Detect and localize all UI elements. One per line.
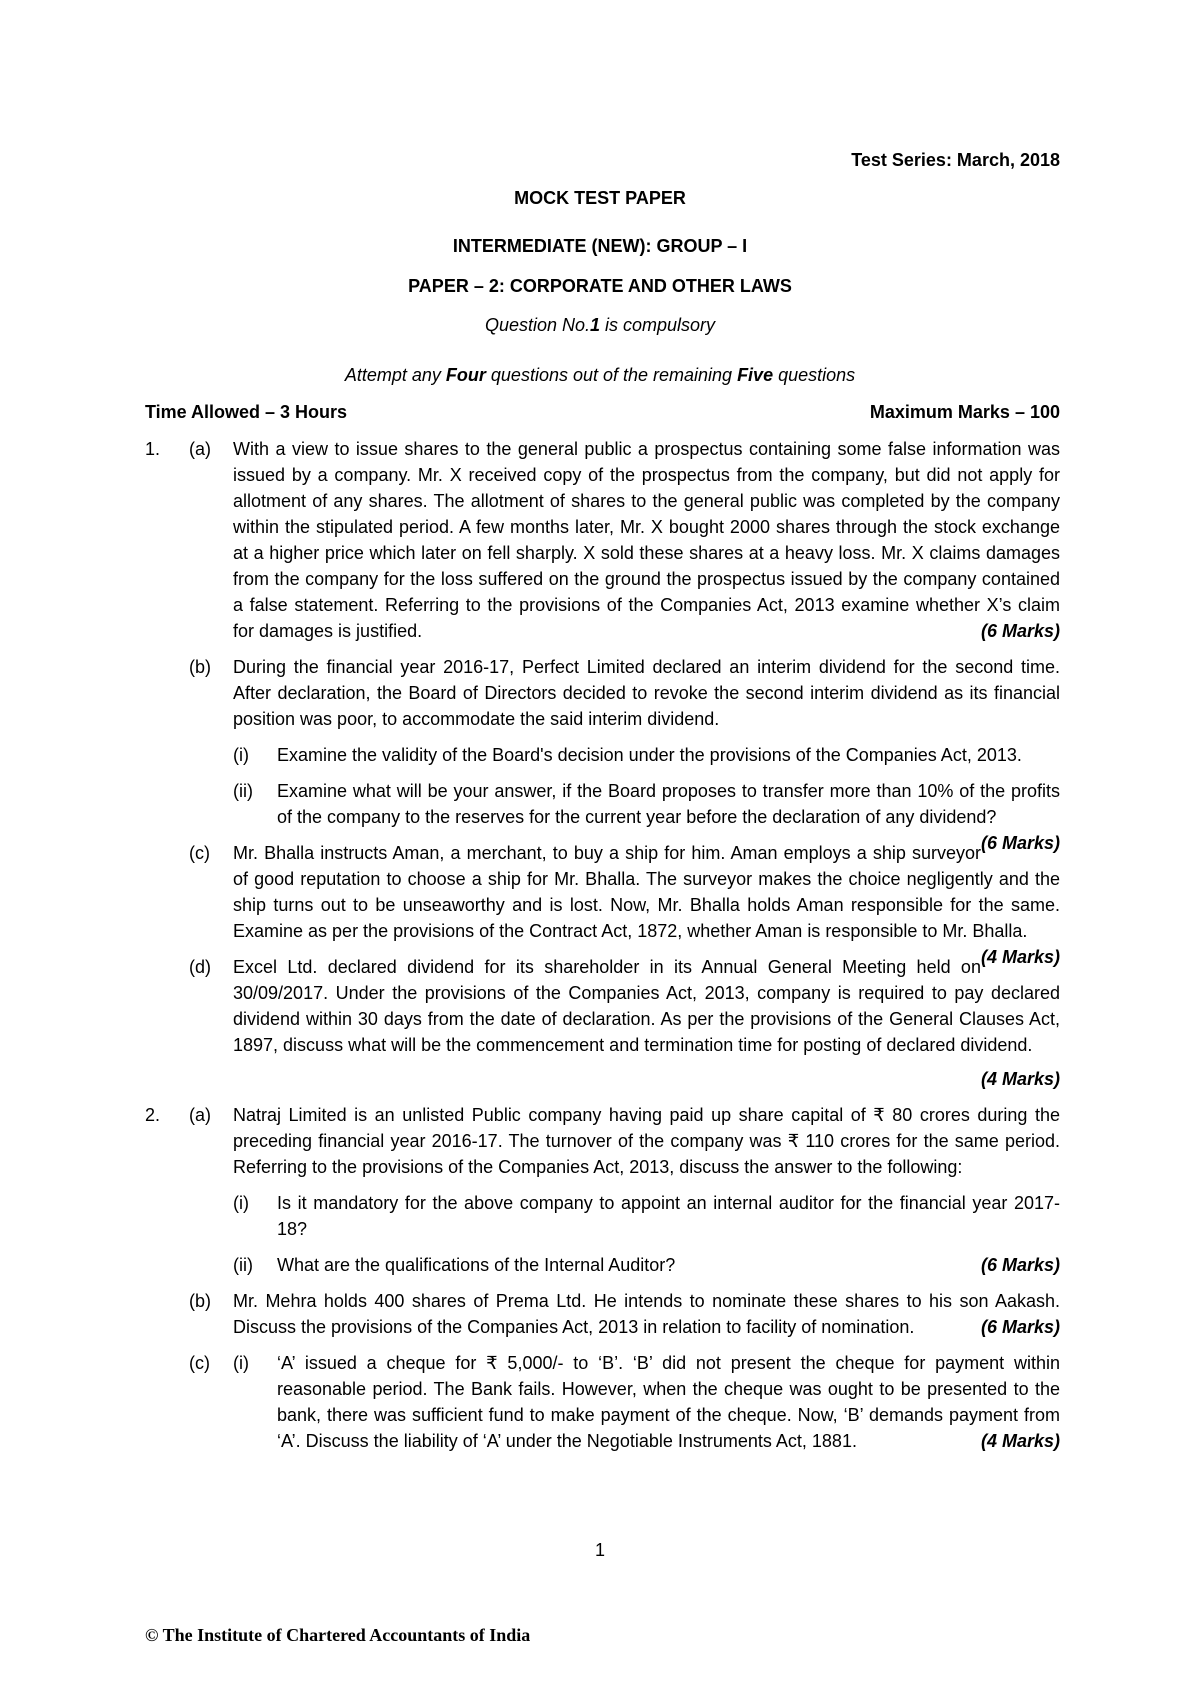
question-2a-ii xyxy=(233,1252,1060,1278)
question-2b xyxy=(145,1288,1060,1340)
question-text: Is it mandatory for the above company to appoint an internal auditor for the financial year 2017-18? xyxy=(277,1193,1060,1239)
question-text-body: What are the qualifications of the Internal Auditor? xyxy=(277,1255,676,1275)
question-number: 2. xyxy=(145,1105,161,1125)
time-allowed: Time Allowed – 3 Hours xyxy=(145,402,348,422)
sub-label: (b) xyxy=(189,1291,211,1311)
attempt-post: questions xyxy=(773,365,856,385)
question-number: 1. xyxy=(145,439,161,459)
question-text xyxy=(277,1252,1060,1278)
time-marks-row xyxy=(145,402,1060,423)
question-text: Natraj Limited is an unlisted Public company having paid up share capital of ₹ 80 crores during the preceding financial year 2016-17. The turnover of the company was ₹ 110 crores for the same period. Referring to the provisions of the Companies Act, 2013, discuss the answer to the following: xyxy=(233,1105,1060,1177)
subsub-label: (i) xyxy=(233,1353,249,1373)
question-text xyxy=(277,1350,1060,1454)
question-text-body: Mr. Mehra holds 400 shares of Prema Ltd. He intends to nominate these shares to his son Aakash. Discuss the provisions of the Companies Act, 2013 in relation to facility of nomination. xyxy=(233,1291,1060,1337)
question-text xyxy=(233,840,1060,967)
question-1b-ii xyxy=(233,778,1060,853)
question-1b-i xyxy=(233,742,1060,768)
sub-label: (c) xyxy=(189,1353,210,1373)
group-title: INTERMEDIATE (NEW): GROUP – I xyxy=(452,236,748,256)
compulsory-num: 1 xyxy=(590,315,601,335)
marks-label: (6 Marks) xyxy=(980,621,1060,641)
question-text: Examine the validity of the Board's decision under the provisions of the Companies Act, 2013. xyxy=(277,745,1022,765)
copyright-footer: © The Institute of Chartered Accountants of India xyxy=(145,1625,531,1645)
question-2a xyxy=(145,1102,1060,1278)
subsub-label: (ii) xyxy=(233,781,253,801)
page-number: 1 xyxy=(594,1540,605,1560)
attempt-note xyxy=(0,365,1200,386)
attempt-mid: questions out of the remaining xyxy=(485,365,738,385)
question-text-body: Mr. Bhalla instructs Aman, a merchant, to buy a ship for him. Aman employs a ship surveyor of good reputation to choose a ship for Mr. Bhalla. The surveyor makes the choice negligently and the ship turns out to be unseaworthy and is lost. Now, Mr. Bhalla holds Aman responsible for the same. Examine as per the provisions of the Contract Act, 1872, whether Aman is responsible to Mr. Bhalla. xyxy=(233,843,1060,941)
question-text-body: ‘A’ issued a cheque for ₹ 5,000/- to ‘B’. ‘B’ did not present the cheque for payment within reasonable period. The Bank fails. However, when the cheque was ought to be presented to the bank, there was sufficient fund to make payment of the cheque. Now, ‘B’ demands payment from ‘A’. Discuss the liability of ‘A’ under the Negotiable Instruments Act, 1881. xyxy=(277,1353,1060,1451)
attempt-four: Four xyxy=(445,365,486,385)
sub-label: (c) xyxy=(189,843,210,863)
marks-label: (6 Marks) xyxy=(980,833,1060,853)
test-series-label: Test Series: March, 2018 xyxy=(851,150,1060,170)
question-2a-i xyxy=(233,1190,1060,1242)
question-text xyxy=(233,436,1060,644)
paper-subject: PAPER – 2: CORPORATE AND OTHER LAWS xyxy=(408,276,792,296)
question-text xyxy=(233,1288,1060,1340)
sub-label: (a) xyxy=(189,1105,211,1125)
question-1d xyxy=(145,954,1060,1092)
sub-label: (d) xyxy=(189,957,211,977)
question-2c-i xyxy=(233,1350,1060,1454)
sub-label: (b) xyxy=(189,657,211,677)
compulsory-note xyxy=(0,315,1200,336)
sub-label: (a) xyxy=(189,439,211,459)
question-1a xyxy=(145,436,1060,644)
subsub-label: (i) xyxy=(233,745,249,765)
questions-body xyxy=(145,436,1060,1464)
question-2 xyxy=(145,1102,1060,1454)
marks-label: (6 Marks) xyxy=(980,1317,1060,1337)
question-text: Excel Ltd. declared dividend for its shareholder in its Annual General Meeting held on 30/09/2017. Under the provisions of the Companies Act, 2013, company is required to pay declared dividend within 30 days from the date of declaration. As per the provisions of the General Clauses Act, 1897, discuss what will be the commencement and termination time for posting of declared dividend. xyxy=(233,957,1060,1055)
subsub-label: (i) xyxy=(233,1193,249,1213)
paper-title: MOCK TEST PAPER xyxy=(514,188,686,208)
compulsory-pre: Question No. xyxy=(484,315,590,335)
question-text: During the financial year 2016-17, Perfect Limited declared an interim dividend for the second time. After declaration, the Board of Directors decided to revoke the second interim dividend as its financial position was poor, to accommodate the said interim dividend. xyxy=(233,657,1060,729)
compulsory-post: is compulsory xyxy=(600,315,716,335)
subsub-label: (ii) xyxy=(233,1255,253,1275)
attempt-five: Five xyxy=(737,365,774,385)
attempt-pre: Attempt any xyxy=(344,365,446,385)
marks-label: (4 Marks) xyxy=(980,1431,1060,1451)
question-text xyxy=(277,778,1060,853)
question-text-body: With a view to issue shares to the general public a prospectus containing some false information was issued by a company. Mr. X received copy of the prospectus from the company, but did not apply for allotment of any shares. The allotment of shares to the general public was completed by the company within the stipulated period. A few months later, Mr. X bought 2000 shares through the stock exchange at a higher price which later on fell sharply. X sold these shares at a heavy loss. Mr. X claims damages from the company for the loss suffered on the ground the prospectus issued by the company contained a false statement. Referring to the provisions of the Companies Act, 2013 examine whether X’s claim for damages is justified. xyxy=(233,439,1060,641)
question-text-body: Examine what will be your answer, if the Board proposes to transfer more than 10% of the profits of the company to the reserves for the current year before the declaration of any dividend? xyxy=(277,781,1060,827)
marks-label: (6 Marks) xyxy=(980,1255,1060,1275)
question-2c xyxy=(145,1350,1060,1454)
question-1c xyxy=(145,840,1060,967)
marks-label: (4 Marks) xyxy=(980,947,1060,967)
question-1b xyxy=(145,654,1060,853)
question-1 xyxy=(145,436,1060,1092)
marks-label: (4 Marks) xyxy=(980,1069,1060,1089)
maximum-marks: Maximum Marks – 100 xyxy=(869,402,1060,422)
